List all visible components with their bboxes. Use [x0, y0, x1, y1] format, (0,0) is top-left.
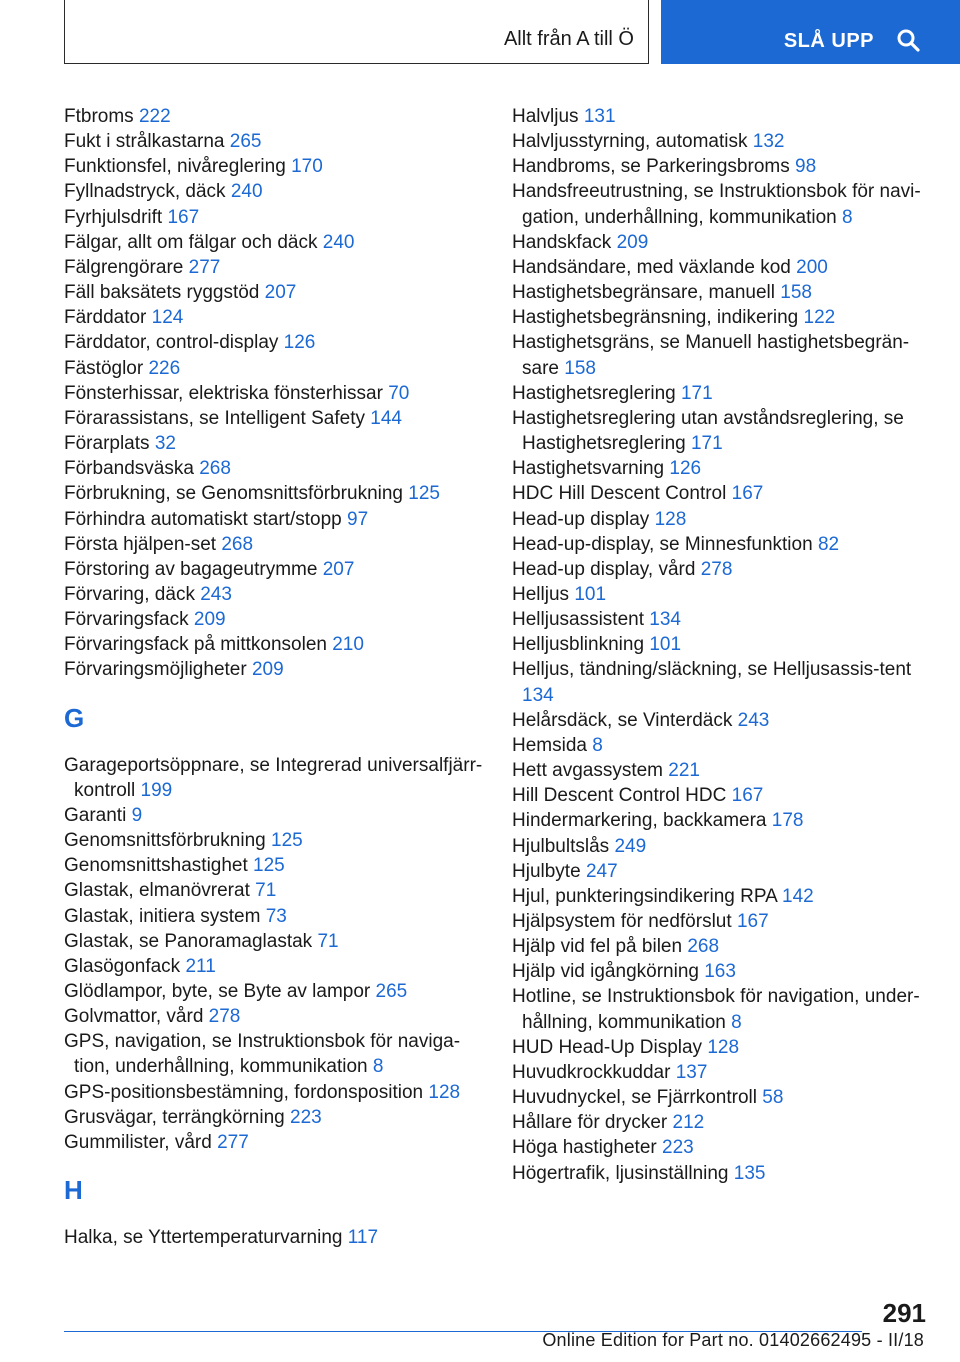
- index-page-link[interactable]: 268: [687, 936, 720, 958]
- index-entry-text: Hastighetsreglering utan avståndsreglering, se Hastighetsreglering: [512, 407, 904, 455]
- index-entry-text: Handsändare, med växlande kod: [512, 256, 791, 278]
- index-page-link[interactable]: 209: [251, 659, 284, 681]
- index-column-left: [64, 104, 484, 1250]
- index-entry: [64, 828, 484, 853]
- index-entry: [64, 632, 484, 657]
- index-entry-text: Hjälp vid igångkörning: [512, 961, 699, 983]
- index-entry-text: Hett avgassystem: [512, 760, 663, 782]
- index-entry: [512, 934, 930, 959]
- index-entry: [64, 607, 484, 632]
- index-entry: [512, 154, 930, 179]
- index-entry: [512, 1161, 930, 1186]
- index-entry: [64, 1105, 484, 1130]
- index-entry: [512, 1035, 930, 1060]
- index-page-link[interactable]: 134: [522, 684, 554, 706]
- index-entry-text: Hållare för drycker: [512, 1112, 668, 1134]
- index-entry-text: Höga hastigheter: [512, 1137, 657, 1159]
- index-page-link[interactable]: 125: [408, 483, 440, 505]
- index-page-link[interactable]: 268: [221, 533, 254, 555]
- index-page-link[interactable]: 128: [428, 1081, 461, 1103]
- index-entry: [512, 758, 930, 783]
- search-button-label: SLÅ UPP: [783, 30, 874, 52]
- index-entry: [64, 753, 484, 803]
- index-entry-text: Högertrafik, ljusinställning: [512, 1162, 729, 1184]
- index-entry-text: Hindermarkering, backkamera: [512, 810, 767, 832]
- index-entry: [64, 1225, 484, 1250]
- index-entry-text: Hjulbyte: [512, 860, 581, 882]
- index-entry: [64, 979, 484, 1004]
- index-page-link[interactable]: 9: [131, 804, 143, 826]
- index-page-link[interactable]: 158: [564, 357, 596, 379]
- index-entry: [512, 507, 930, 532]
- index-entry: [512, 733, 930, 758]
- index-tab-label: Allt från A till Ö: [503, 28, 634, 50]
- index-page-link[interactable]: 212: [672, 1112, 705, 1134]
- index-entry: [64, 431, 484, 456]
- index-entry: [64, 104, 484, 129]
- index-page-link[interactable]: 207: [322, 558, 355, 580]
- index-page-link[interactable]: 222: [138, 106, 171, 127]
- index-entry: [64, 456, 484, 481]
- index-page-link[interactable]: 209: [616, 231, 649, 253]
- index-entry: [512, 909, 930, 934]
- index-entry-text: GPS, navigation, se Instruktionsbok för naviga-tion, underhållning, kommunikation: [64, 1031, 461, 1078]
- index-entry-text: Handbroms, se Parkeringsbroms: [512, 156, 790, 178]
- index-entry: [64, 481, 484, 506]
- index-entry-text: Handsfreeutrustning, se Instruktionsbok för navi-gation, underhållning, kommunikation: [512, 181, 921, 228]
- index-entry: [512, 783, 930, 808]
- index-entry-text: Helårsdäck, se Vinterdäck: [512, 709, 733, 731]
- index-entry-text: Förbandsväska: [64, 458, 194, 480]
- index-entry: [64, 205, 484, 230]
- index-entry: [512, 708, 930, 733]
- search-icon: [896, 28, 920, 52]
- index-entry: [64, 929, 484, 954]
- index-entry: [512, 959, 930, 984]
- index-entry-text: Ftbroms: [64, 106, 134, 127]
- index-entry-text: HDC Hill Descent Control: [512, 483, 727, 505]
- index-page-link[interactable]: 142: [782, 885, 814, 907]
- index-entry: [64, 280, 484, 305]
- index-entry: [64, 356, 484, 381]
- index-entry-text: Hastighetsgräns, se Manuell hastighetsbegrän-sare: [512, 332, 910, 379]
- index-entry: [512, 859, 930, 884]
- index-entry: [512, 657, 930, 707]
- index-page-link[interactable]: 249: [614, 835, 647, 857]
- index-entry-text: Fyllnadstryck, däck: [64, 181, 226, 203]
- index-entry: [64, 532, 484, 557]
- index-page-link[interactable]: 167: [731, 483, 764, 505]
- index-entry: [64, 230, 484, 255]
- index-column-right: [512, 104, 930, 1186]
- index-page-link[interactable]: 278: [700, 558, 733, 580]
- index-entry-text: Head-up display: [512, 508, 650, 530]
- index-page-link[interactable]: 128: [654, 508, 687, 530]
- index-page-link[interactable]: 82: [817, 533, 840, 555]
- index-entry-text: Fäll baksätets ryggstöd: [64, 282, 260, 304]
- index-entry: [512, 456, 930, 481]
- index-entry-text: Förvaring, däck: [64, 583, 195, 605]
- index-entry-text: Fälgrengörare: [64, 256, 184, 278]
- index-entry-text: Halvljusstyrning, automatisk: [512, 131, 748, 153]
- index-entry: [64, 1130, 484, 1155]
- index-page-link[interactable]: 226: [148, 357, 181, 379]
- index-entry: [64, 853, 484, 878]
- index-entry: [64, 154, 484, 179]
- index-entry-text: Gummilister, vård: [64, 1131, 212, 1153]
- index-entry-text: Glastak, initiera system: [64, 905, 261, 927]
- index-page-link[interactable]: 210: [332, 634, 364, 656]
- index-entry-text: Huvudkrockkuddar: [512, 1061, 671, 1083]
- index-page-link[interactable]: 8: [842, 206, 853, 228]
- index-page-link[interactable]: 207: [264, 282, 297, 304]
- index-entry-text: Garageportsöppnare, se Integrerad universalfjärr-kontroll: [64, 754, 483, 801]
- index-page-link[interactable]: 125: [253, 855, 285, 877]
- index-entry: [512, 1060, 930, 1085]
- index-entry: [512, 481, 930, 506]
- index-entry: [512, 305, 930, 330]
- index-page-link[interactable]: 32: [154, 433, 176, 455]
- index-page-link[interactable]: 128: [707, 1036, 740, 1058]
- index-page-link[interactable]: 277: [188, 256, 221, 278]
- index-entry-text: Head-up display, vård: [512, 558, 696, 580]
- index-entry-text: Halka, se Yttertemperaturvarning: [64, 1227, 343, 1249]
- index-entry: [512, 1085, 930, 1110]
- index-page-link[interactable]: 268: [199, 458, 231, 480]
- index-page-link[interactable]: 243: [737, 709, 770, 731]
- index-entry: [512, 104, 930, 129]
- index-entry-text: Glasögonfack: [64, 955, 181, 977]
- index-entry-text: HUD Head-Up Display: [512, 1036, 703, 1058]
- index-page-link[interactable]: 124: [151, 307, 184, 329]
- index-entry: [64, 305, 484, 330]
- index-entry-text: Förvaringsfack: [64, 609, 189, 631]
- index-page-link[interactable]: 8: [731, 1011, 742, 1033]
- index-page-link[interactable]: 158: [780, 282, 812, 304]
- index-entry-text: Funktionsfel, nivåreglering: [64, 156, 286, 178]
- index-entry: [64, 803, 484, 828]
- index-entry-text: Helljus, tändning/släckning, se Helljusassis-tent: [512, 659, 912, 681]
- index-page-link[interactable]: 125: [271, 830, 303, 852]
- index-page-link[interactable]: 265: [229, 131, 262, 153]
- index-entry: [512, 179, 930, 229]
- index-page-link[interactable]: 243: [200, 583, 232, 605]
- index-entry-text: Hjälp vid fel på bilen: [512, 936, 683, 958]
- index-entry: [512, 406, 930, 456]
- index-page-link[interactable]: 8: [372, 1056, 384, 1078]
- index-entry: [64, 557, 484, 582]
- index-entry-text: Fälgar, allt om fälgar och däck: [64, 231, 318, 253]
- index-entry-text: Hastighetsvarning: [512, 458, 665, 480]
- index-page-link[interactable]: 135: [733, 1162, 766, 1184]
- index-page-link[interactable]: 101: [574, 583, 607, 605]
- index-page-link[interactable]: 126: [283, 332, 316, 354]
- index-page-link[interactable]: 221: [668, 760, 700, 782]
- index-entry: [512, 280, 930, 305]
- index-entry: [512, 808, 930, 833]
- search-button[interactable]: [661, 0, 960, 64]
- index-entry-text: Fyrhjulsdrift: [64, 206, 163, 228]
- index-page-link[interactable]: 71: [255, 880, 277, 902]
- index-page-link[interactable]: 247: [585, 860, 618, 882]
- index-entry-text: Förstoring av bagageutrymme: [64, 558, 318, 580]
- index-entry: [64, 954, 484, 979]
- index-page-link[interactable]: 98: [795, 156, 817, 178]
- index-page-link[interactable]: 265: [375, 981, 408, 1002]
- index-entry-text: Garanti: [64, 804, 127, 826]
- index-page-link[interactable]: 117: [347, 1227, 379, 1249]
- index-entry: [512, 557, 930, 582]
- footer-edition-text: Online Edition for Part no. 01402662495 - II/18: [542, 1330, 924, 1350]
- index-page-link[interactable]: 240: [322, 231, 355, 253]
- index-entry: [512, 984, 930, 1034]
- index-entry-text: Handskfack: [512, 231, 612, 253]
- index-page-link[interactable]: 132: [752, 131, 785, 153]
- index-entry-text: Genomsnittshastighet: [64, 855, 248, 877]
- index-entry: [64, 904, 484, 929]
- index-entry-text: Hjälpsystem för nedförslut: [512, 911, 732, 932]
- index-entry: [64, 330, 484, 355]
- index-page-link[interactable]: 70: [388, 382, 410, 404]
- index-entry: [512, 607, 930, 632]
- index-page-link[interactable]: 209: [193, 609, 226, 631]
- index-entry-text: Hotline, se Instruktionsbok för navigation, under-hållning, kommunikation: [512, 986, 920, 1033]
- index-entry: [64, 1004, 484, 1029]
- index-tab-link[interactable]: [64, 0, 649, 64]
- index-page-link[interactable]: 122: [803, 307, 836, 329]
- index-entry: [64, 1080, 484, 1105]
- index-entry-text: Grusvägar, terrängkörning: [64, 1106, 285, 1128]
- index-entry-text: Förarassistans, se Intelligent Safety: [64, 407, 365, 429]
- index-entry: [512, 255, 930, 280]
- index-entry: [512, 632, 930, 657]
- index-entry-text: Fästöglor: [64, 357, 144, 379]
- index-page-link[interactable]: 171: [680, 382, 713, 404]
- index-page-link[interactable]: 137: [675, 1061, 708, 1083]
- section-letter: H: [64, 1175, 83, 1206]
- index-entry-text: Glödlampor, byte, se Byte av lampor: [64, 981, 371, 1002]
- index-entry-text: Helljusblinkning: [512, 634, 645, 656]
- index-page-link[interactable]: 101: [649, 634, 682, 656]
- index-entry-text: Första hjälpen-set: [64, 533, 217, 555]
- index-entry-text: Halvljus: [512, 106, 579, 127]
- index-page-link[interactable]: 277: [217, 1131, 249, 1153]
- index-entry-text: Hemsida: [512, 734, 587, 756]
- index-page-link[interactable]: 167: [731, 785, 764, 807]
- index-page-link[interactable]: 199: [140, 779, 173, 801]
- index-page-link[interactable]: 73: [265, 905, 287, 927]
- index-entry: [64, 406, 484, 431]
- index-entry-text: Hjulbultslås: [512, 835, 610, 857]
- index-entry-text: Genomsnittsförbrukning: [64, 830, 266, 852]
- index-page-link[interactable]: 71: [317, 930, 339, 952]
- index-entry-text: Förbrukning, se Genomsnittsförbrukning: [64, 483, 403, 505]
- index-entry: [64, 179, 484, 204]
- index-page-link[interactable]: 170: [291, 156, 323, 178]
- index-page-link[interactable]: 178: [771, 810, 804, 832]
- index-page-link[interactable]: 97: [347, 508, 369, 530]
- index-entry: [512, 532, 930, 557]
- index-entry: [512, 582, 930, 607]
- index-page-link[interactable]: 163: [704, 961, 736, 983]
- index-page-link[interactable]: 211: [185, 955, 216, 977]
- index-page-link[interactable]: 171: [690, 433, 723, 455]
- index-entry-text: Head-up-display, se Minnesfunktion: [512, 533, 813, 555]
- index-entry: [512, 884, 930, 909]
- index-entry: [512, 1135, 930, 1160]
- index-entry: [64, 657, 484, 682]
- index-page-link[interactable]: 200: [796, 256, 828, 278]
- index-entry: [64, 129, 484, 154]
- index-entry: [512, 129, 930, 154]
- index-entry: [512, 330, 930, 380]
- index-entry-text: Förvaringsmöjligheter: [64, 659, 247, 681]
- index-page-link[interactable]: 167: [167, 206, 200, 228]
- index-entry: [64, 878, 484, 903]
- index-page-link[interactable]: 58: [762, 1087, 784, 1109]
- index-entry-text: Förvaringsfack på mittkonsolen: [64, 634, 327, 656]
- index-entry: [512, 381, 930, 406]
- index-entry-text: Färddator: [64, 307, 147, 329]
- index-entry-text: Helljusassistent: [512, 609, 644, 631]
- index-page-link[interactable]: 144: [370, 407, 402, 429]
- index-entry-text: Huvudnyckel, se Fjärrkontroll: [512, 1087, 757, 1109]
- index-entry-text: Fönsterhissar, elektriska fönsterhissar: [64, 382, 383, 404]
- index-page-link[interactable]: 131: [583, 106, 616, 127]
- index-entry: [512, 230, 930, 255]
- index-entry: [64, 507, 484, 532]
- index-page-link[interactable]: 167: [736, 911, 769, 932]
- index-entry-text: Glastak, elmanövrerat: [64, 880, 250, 902]
- index-page-link[interactable]: 8: [592, 734, 603, 756]
- index-entry-text: Hill Descent Control HDC: [512, 785, 727, 807]
- index-entry: [64, 582, 484, 607]
- index-entry-text: Förarplats: [64, 433, 150, 455]
- index-entry-text: Hastighetsbegränsare, manuell: [512, 282, 775, 304]
- index-page-link[interactable]: 126: [669, 458, 702, 480]
- index-entry-text: Fukt i strålkastarna: [64, 131, 225, 153]
- index-entry: [64, 255, 484, 280]
- section-letter: G: [64, 702, 85, 733]
- index-page-link[interactable]: 278: [208, 1006, 241, 1028]
- index-entry-text: Golvmattor, vård: [64, 1006, 204, 1028]
- index-entry-text: Hastighetsreglering: [512, 382, 676, 404]
- index-entry-text: Färddator, control-display: [64, 332, 279, 354]
- index-page-link[interactable]: 223: [662, 1137, 694, 1159]
- index-entry-text: Hastighetsbegränsning, indikering: [512, 307, 799, 329]
- index-page-link[interactable]: 134: [649, 609, 681, 631]
- page-number: 291: [882, 1298, 926, 1328]
- index-entry-text: GPS-positionsbestämning, fordonsposition: [64, 1081, 424, 1103]
- index-entry-text: Helljus: [512, 583, 570, 605]
- index-entry-text: Hjul, punkteringsindikering RPA: [512, 885, 777, 907]
- index-entry: [512, 834, 930, 859]
- index-page-link[interactable]: 240: [230, 181, 263, 203]
- index-entry-text: Glastak, se Panoramaglastak: [64, 930, 313, 952]
- index-entry-text: Förhindra automatiskt start/stopp: [64, 508, 342, 530]
- index-page-link[interactable]: 223: [290, 1106, 322, 1128]
- index-entry: [64, 381, 484, 406]
- index-entry: [512, 1110, 930, 1135]
- index-entry: [64, 1029, 484, 1079]
